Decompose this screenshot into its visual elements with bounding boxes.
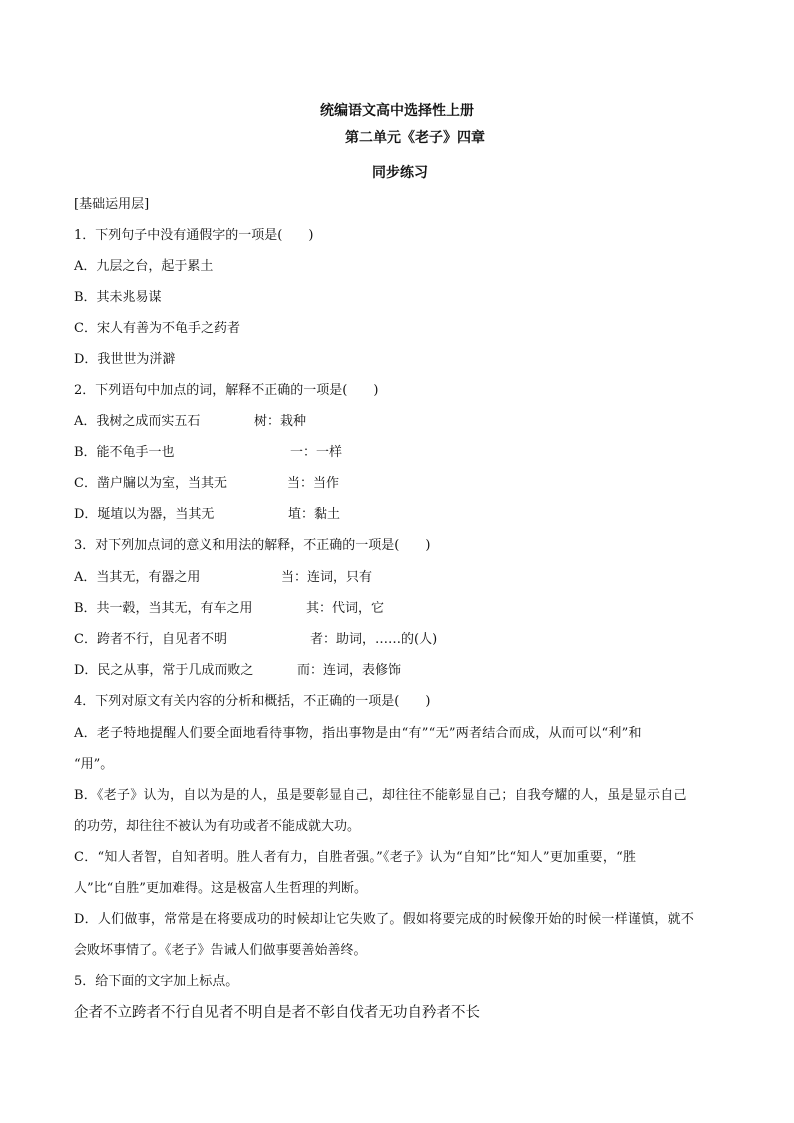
- question-4-option-b-line2: 的功劳，却往往不被认为有功或者不能成就大功。: [74, 819, 361, 834]
- question-4-option-b-line1: B．《老子》认为，自以为是的人，虽是要彰显自己，却往往不能彰显自己；自我夸耀的人，虽是显示自己: [74, 788, 687, 803]
- question-4-option-c-line2: 人”比“自胜”更加难得。这是极富人生哲理的判断。: [74, 881, 367, 896]
- question-3-option-b: B．共一毂，当其无，有车之用: [74, 601, 253, 616]
- question-3-option-c: C．跨者不行，自见者不明: [74, 632, 227, 647]
- question-2-option-a-gloss: 树：栽种: [254, 414, 307, 429]
- question-4-option-c-line1: C．“知人者智，自知者明。胜人者有力，自胜者强。”《老子》认为“自知”比“知人”更加重要，“胜: [74, 850, 637, 865]
- question-2-option-d: D．埏埴以为器，当其无: [74, 507, 215, 522]
- question-3-option-a-gloss: 当：连词，只有: [281, 570, 373, 585]
- doc-title: 统编语文高中选择性上册: [320, 103, 474, 119]
- question-1-option-b: B．其未兆易谋: [74, 290, 162, 305]
- question-1-option-d: D．我世世为洴澼: [74, 352, 176, 367]
- question-3-option-b-gloss: 其：代词，它: [306, 601, 385, 616]
- question-2-option-c: C．凿户牖以为室，当其无: [74, 476, 227, 491]
- question-5-stem: 5．给下面的文字加上标点。: [74, 974, 239, 989]
- question-3-option-d-gloss: 而：连词，表修饰: [297, 663, 402, 678]
- question-1-option-a: A．九层之台，起于累土: [74, 259, 214, 274]
- question-3-option-d: D．民之从事，常于几成而败之: [74, 663, 254, 678]
- question-3-paren: ): [425, 538, 431, 553]
- question-1-stem: [74, 227, 313, 245]
- section-label: [基础运用层]: [74, 197, 150, 212]
- question-4-option-d-line1: D．人们做事，常常是在将要成功的时候却让它失败了。假如将要完成的时候像开始的时候一样谨慎，就不: [74, 912, 695, 927]
- doc-subtitle: 第二单元《老子》四章: [345, 130, 485, 146]
- question-1-option-c: C．宋人有善为不龟手之药者: [74, 321, 240, 336]
- question-2-text: 2．下列语句中加点的词，解释不正确的一项是(: [74, 383, 348, 398]
- question-1-paren: ): [308, 228, 314, 243]
- question-3-option-c-gloss: 者：助词，……的(人): [310, 632, 438, 647]
- question-2-paren: ): [373, 383, 379, 398]
- question-4-paren: ): [425, 694, 431, 709]
- question-5-text: 企者不立跨者不行自见者不明自是者不彰自伐者无功自矜者不长: [74, 1005, 480, 1021]
- question-3-stem: [74, 537, 430, 555]
- doc-heading: 同步练习: [372, 165, 428, 181]
- question-1-text: 1．下列句子中没有通假字的一项是(: [74, 228, 283, 243]
- question-4-stem: [74, 693, 430, 711]
- question-4-option-d-line2: 会败坏事情了。《老子》告诫人们做事要善始善终。: [74, 943, 367, 958]
- question-4-text: 4．下列对原文有关内容的分析和概括，不正确的一项是(: [74, 694, 400, 709]
- question-3-option-a: A．当其无，有器之用: [74, 570, 201, 585]
- question-2-option-b: B．能不龟手一也: [74, 445, 175, 460]
- question-4-option-a-line2: “用”。: [74, 757, 114, 772]
- question-2-option-a: A．我树之成而实五石: [74, 414, 201, 429]
- question-2-option-b-gloss: 一：一样: [290, 445, 343, 460]
- question-3-text: 3．对下列加点词的意义和用法的解释，不正确的一项是(: [74, 538, 400, 553]
- question-2-option-c-gloss: 当：当作: [287, 476, 340, 491]
- question-4-option-a-line1: A．老子特地提醒人们要全面地看待事物，指出事物是由“有”“无”两者结合而成，从而可以“利”和: [74, 726, 642, 741]
- question-2-stem: [74, 382, 378, 400]
- question-2-option-d-gloss: 埴：黏土: [288, 507, 341, 522]
